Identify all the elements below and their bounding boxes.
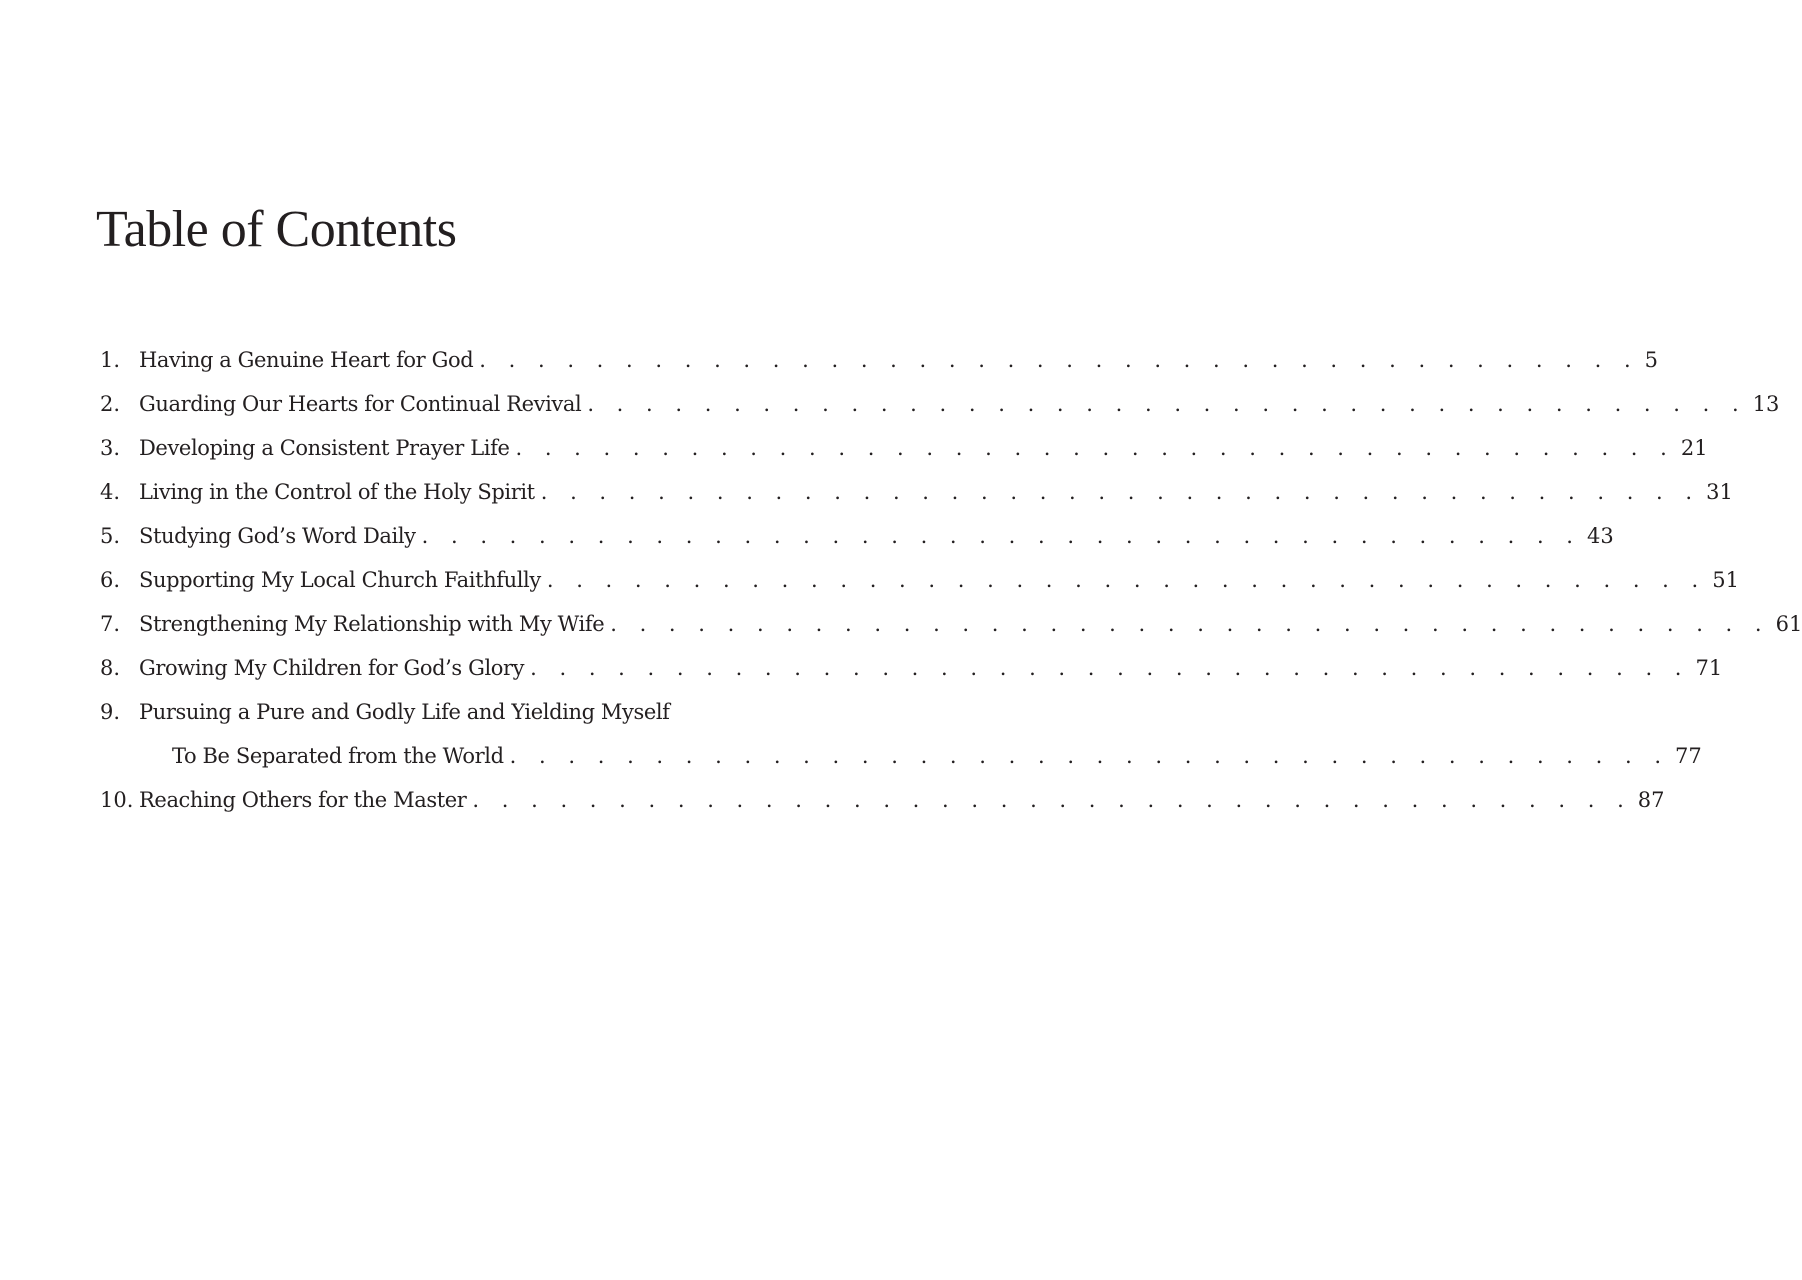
dot-leader: . . . . . . . . . . . . . . . . . . . . . . . . . . . . . . . . . . . . . . . .: [509, 744, 1670, 768]
toc-entry-page: 21: [1680, 436, 1708, 460]
toc-entry-title: Reaching Others for the Master: [139, 788, 467, 812]
dot-leader: . . . . . . . . . . . . . . . . . . . . . . . . . . . . . . . . . . . . . . . .: [515, 436, 1675, 460]
toc-entry-title: Studying God’s Word Daily: [139, 524, 416, 548]
toc-entry-number: 3.: [100, 436, 121, 460]
toc-entry-7[interactable]: [100, 602, 1802, 646]
toc-entry-page: 77: [1675, 744, 1702, 768]
toc-entry-9[interactable]: [100, 690, 724, 734]
dot-leader: . . . . . . . . . . . . . . . . . . . . . . . . . . . . . . . . . . . . . . . .: [421, 524, 1581, 548]
toc-entry-page: 87: [1637, 788, 1665, 812]
toc-entry-4[interactable]: [100, 470, 1733, 514]
toc-entry-page: 71: [1695, 656, 1723, 680]
toc-entry-number: 1.: [100, 348, 121, 372]
toc-entry-title: Pursuing a Pure and Godly Life and Yielding Myself: [139, 700, 670, 724]
dot-leader: . . . . . . . . . . . . . . . . . . . . . . . . . . . . . . . . . . . . . . . .: [530, 656, 1690, 680]
toc-entry-title: To Be Separated from the World: [172, 744, 504, 768]
toc-entry-page: 61: [1775, 612, 1802, 636]
toc-entry-8[interactable]: [100, 646, 1723, 690]
toc-entry-title: Living in the Control of the Holy Spirit: [139, 480, 535, 504]
toc-entry-number: 7.: [100, 612, 121, 636]
toc-entry-10[interactable]: [100, 778, 1665, 822]
toc-entry-title: Guarding Our Hearts for Continual Revival: [139, 392, 582, 416]
toc-entry-page: 13: [1752, 392, 1780, 416]
toc-entry-number: 10.: [100, 788, 134, 812]
toc-entry-number: 4.: [100, 480, 121, 504]
toc-entry-title: Developing a Consistent Prayer Life: [139, 436, 510, 460]
dot-leader: . . . . . . . . . . . . . . . . . . . . . . . . . . . . . . . . . . . . . . . .: [540, 480, 1701, 504]
toc-entry-title: Supporting My Local Church Faithfully: [139, 568, 541, 592]
toc-entry-page: 51: [1712, 568, 1739, 592]
dot-leader: . . . . . . . . . . . . . . . . . . . . . . . . . . . . . . . . . . . . . . . .: [587, 392, 1747, 416]
toc-entry-5[interactable]: [100, 514, 1614, 558]
toc-entry-title: Having a Genuine Heart for God: [139, 348, 474, 372]
table-of-contents: [100, 338, 1802, 822]
toc-entry-number: 2.: [100, 392, 121, 416]
dot-leader: . . . . . . . . . . . . . . . . . . . . . . . . . . . . . . . . . . . . . . . .: [610, 612, 1770, 636]
toc-entry-2[interactable]: [100, 382, 1780, 426]
toc-entry-number: 5.: [100, 524, 121, 548]
toc-entry-1[interactable]: [100, 338, 1658, 382]
toc-entry-title: Strengthening My Relationship with My Wife: [139, 612, 605, 636]
toc-entry-number: 6.: [100, 568, 121, 592]
toc-entry-number: 8.: [100, 656, 121, 680]
dot-leader: . . . . . . . . . . . . . . . . . . . . . . . . . . . . . . . . . . . . . . . .: [546, 568, 1707, 592]
page-title: Table of Contents: [96, 201, 457, 258]
toc-entry-page: 5: [1644, 348, 1658, 372]
dot-leader: . . . . . . . . . . . . . . . . . . . . . . . . . . . . . . . . . . . . . . . .: [479, 348, 1639, 372]
toc-entry-title: Growing My Children for God’s Glory: [139, 656, 525, 680]
dot-leader: . . . . . . . . . . . . . . . . . . . . . . . . . . . . . . . . . . . . . . . .: [472, 788, 1632, 812]
toc-entry-page: 31: [1706, 480, 1733, 504]
toc-entry-page: 43: [1586, 524, 1614, 548]
toc-entry-number: 9.: [100, 700, 121, 724]
toc-entry-9-continued[interactable]: [100, 734, 1702, 778]
toc-entry-3[interactable]: [100, 426, 1708, 470]
toc-entry-6[interactable]: [100, 558, 1739, 602]
